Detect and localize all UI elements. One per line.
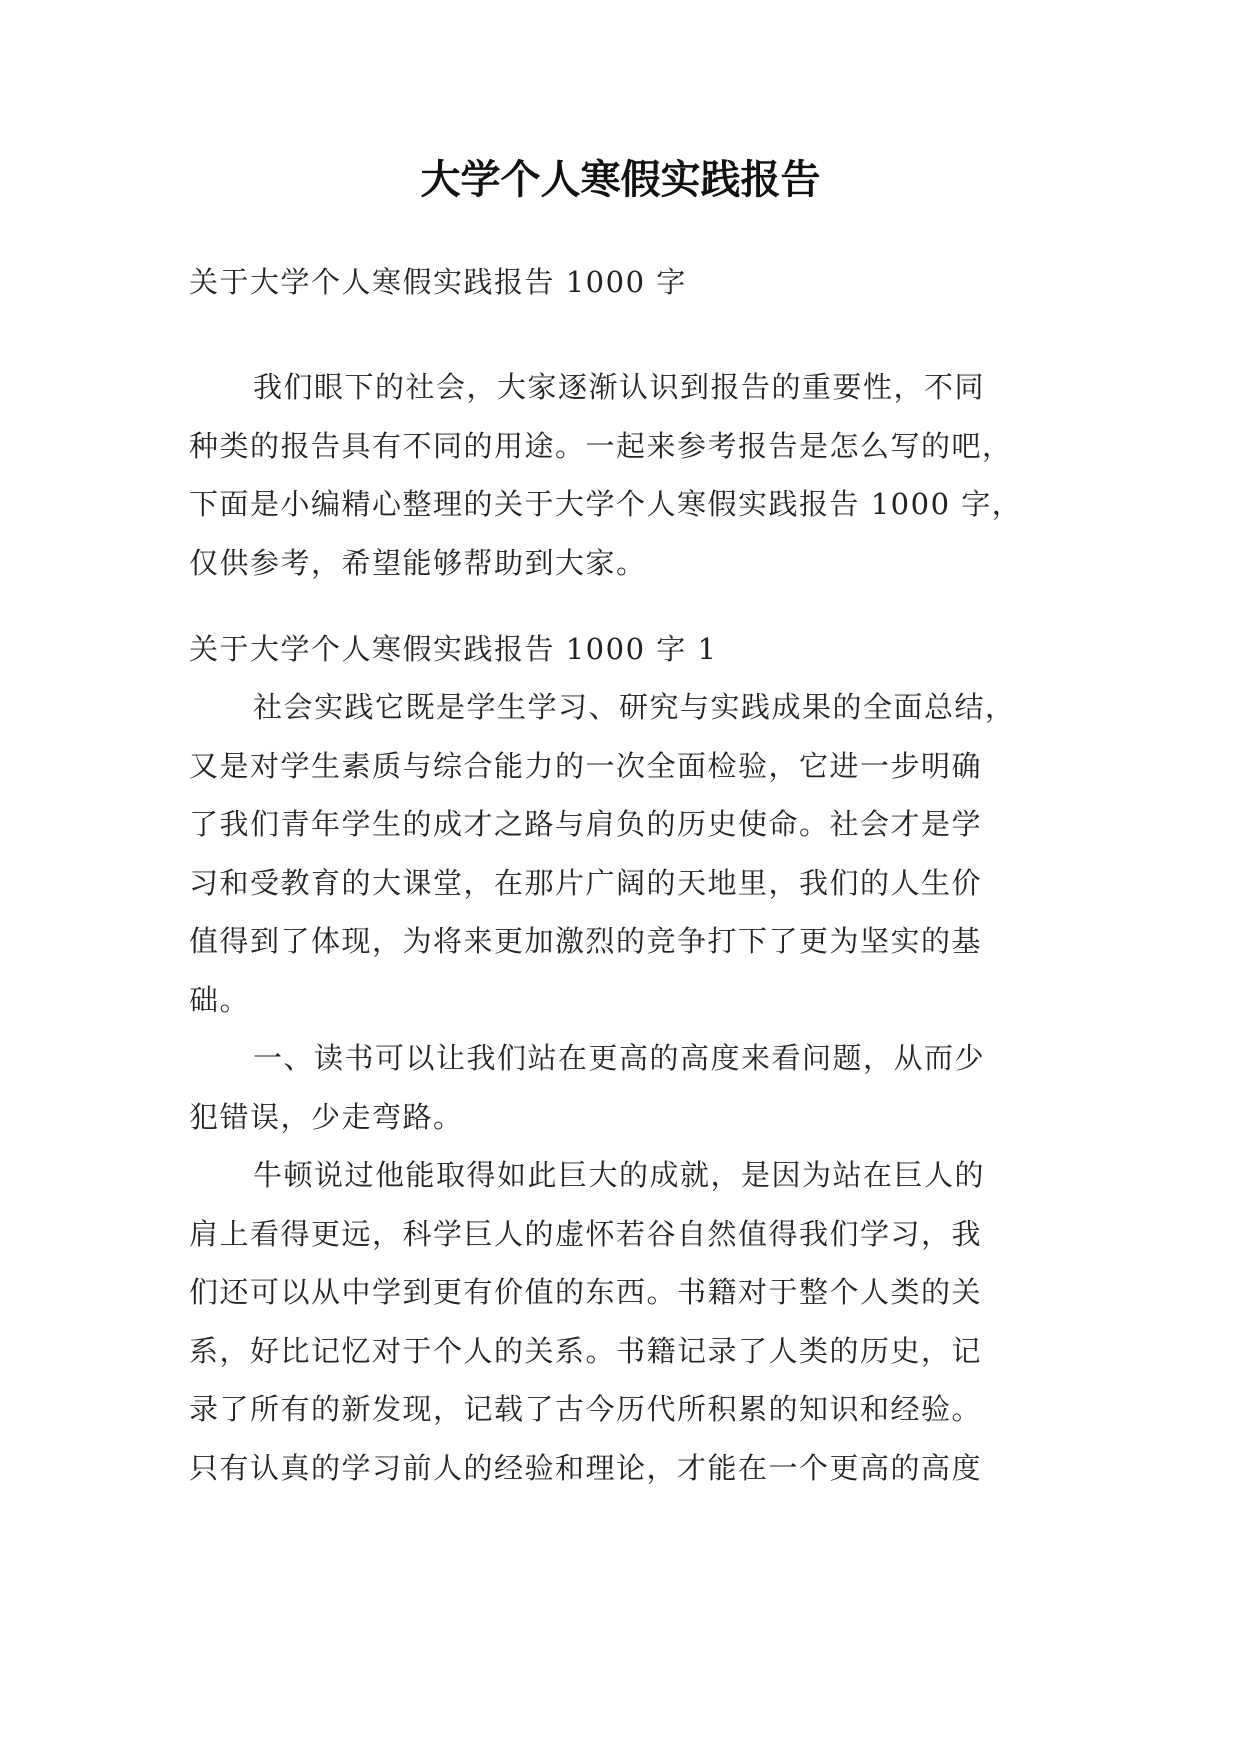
paragraph-line: 录了所有的新发现，记载了古今历代所积累的知识和经验。	[189, 1392, 983, 1426]
document-subtitle	[189, 253, 1069, 312]
subtitle-line: 关于大学个人寒假实践报告 1000 字	[189, 265, 687, 299]
paragraph-line: 肩上看得更远，科学巨人的虚怀若谷自然值得我们学习，我	[189, 1216, 983, 1251]
document-title: 大学个人寒假实践报告	[420, 156, 821, 203]
paragraph-line: 础。	[189, 982, 251, 1017]
paragraph-line: 种类的报告具有不同的用途。一起来参考报告是怎么写的吧，	[189, 428, 1013, 463]
paragraph-line: 又是对学生素质与综合能力的一次全面检验，它进一步明确	[189, 748, 983, 783]
paragraph-line: 仅供参考，希望能够帮助到大家。	[189, 545, 647, 580]
paragraph-line: 们还可以从中学到更有价值的东西。书籍对于整个人类的关	[189, 1275, 983, 1309]
paragraph-line: 值得到了体现，为将来更加激烈的竞争打下了更为坚实的基	[189, 924, 983, 958]
paragraph-line: 了我们青年学生的成才之路与肩负的历史使命。社会才是学	[189, 807, 983, 841]
paragraph-line: 犯错误，少走弯路。	[189, 1099, 464, 1134]
paragraph-line: 习和受教育的大课堂，在那片广阔的天地里，我们的人生价	[189, 865, 983, 900]
paragraph-line: 社会实践它既是学生学习、研究与实践成果的全面总结，	[253, 690, 1016, 724]
paragraph-line: 我们眼下的社会，大家逐渐认识到报告的重要性，不同	[253, 370, 986, 404]
section-heading-line: 关于大学个人寒假实践报告 1000 字 1	[189, 632, 718, 666]
paragraph-line: 系，好比记忆对于个人的关系。书籍记录了人类的历史，记	[189, 1333, 983, 1368]
paragraph-line: 牛顿说过他能取得如此巨大的成就，是因为站在巨人的	[253, 1158, 986, 1192]
paragraph-social-practice	[189, 678, 1069, 1497]
paragraph-line: 只有认真的学习前人的经验和理论，才能在一个更高的高度	[189, 1450, 983, 1485]
intro-paragraph	[189, 358, 1069, 592]
paragraph-line: 一、读书可以让我们站在更高的高度来看问题，从而少	[253, 1041, 986, 1075]
section-heading	[189, 620, 1069, 679]
paragraph-line: 下面是小编精心整理的关于大学个人寒假实践报告 1000 字，	[189, 487, 1023, 521]
